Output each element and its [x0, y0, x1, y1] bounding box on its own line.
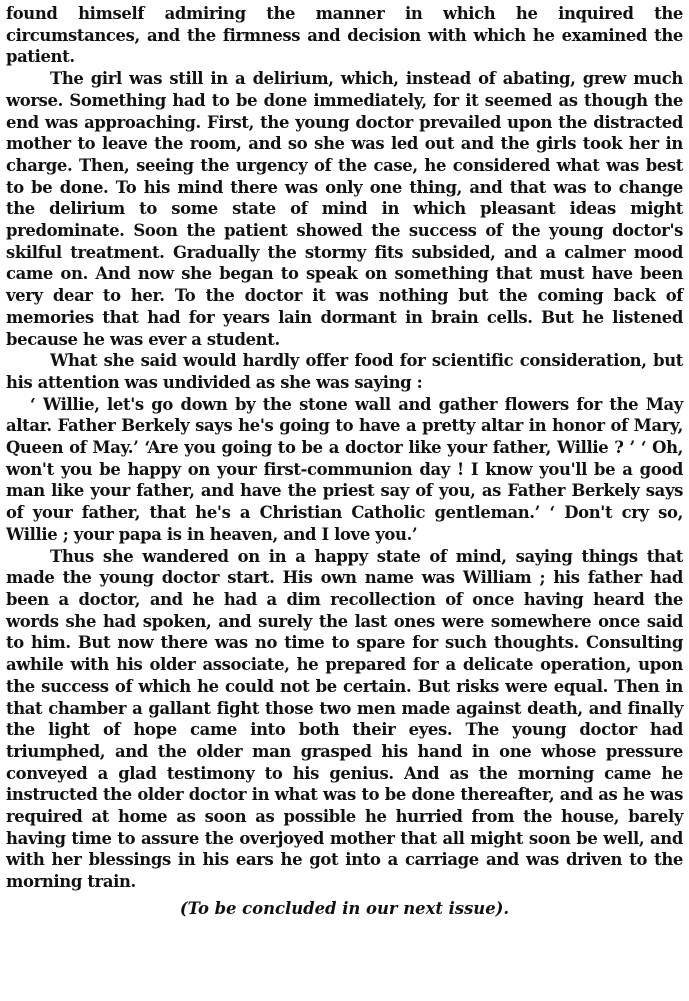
- paragraph-delirium: The girl was still in a delirium, which, instead of abating, grew much worse. Something had to be done immediately, for it seemed as though the end was approaching. First, the young doctor prevailed upon the distracted mother to leave the room, and so she was led out and the girls took her in charge. Then, seeing the urgency of the case, he considered what was best to be done. To his mind there was only one thing, and that was to change the delirium to some state of mind in which pleasant ideas might predominate. Soon the patient showed the success of the young doctor's skilful treatment. Gradually the stormy fits subsided, and a calmer mood came on. And now she began to speak on something that must have been very dear to her. To the doctor it was nothing but the coming back of memories that had for years lain dormant in brain cells. But he listened because he was ever a student.: [6, 69, 683, 349]
- paragraph-wandered: Thus she wandered on in a happy state of mind, saying things that made the young doctor start. His own name was William ; his father had been a doctor, and he had a dim recollection of once having heard the words she had spoken, and surely the last ones were somewhere once said to him. But now there was no time to spare for such thoughts. Consulting awhile with his older associate, he prepared for a delicate operation, upon the success of which he could not be certain. But risks were equal. Then in that chamber a gallant fight those two men made against death, and finally the light of hope came into both their eyes. The young doctor had triumphed, and the older man grasped his hand in one whose pressure conveyed a glad testimony to his genius. And as the morning came he instructed the older doctor in what was to be done thereafter, and as he was required at home as soon as possible he hurried from the house, barely having time to assure the overjoyed mother that all might soon be well, and with her blessings in his ears he got into a carriage and was driven to the morning train.: [6, 546, 683, 892]
- paragraph-continuation: found himself admiring the manner in which he inquired the circumstances, and the firmness and decision with which he examined the patient.: [6, 4, 683, 67]
- paragraph-quotation: ‘ Willie, let's go down by the stone wall and gather flowers for the May altar. Father Berkely says he's going to have a pretty altar in honor of Mary, Queen of May.’ ‘Are you going to be a doctor like your father, Willie ? ’ ‘ Oh, won't you be happy on your first-communion day ! I know you'll be a good man like your father, and have the priest say of you, as Father Berkely says of your father, that he's a Christian Catholic gentleman.’ ‘ Don't cry so, Willie ; your papa is in heaven, and I love you.’: [6, 394, 683, 544]
- continuation-note: (To be concluded in our next issue).: [179, 898, 510, 918]
- paragraph-what-she-said: What she said would hardly offer food for scientific consideration, but his attention was undivided as she was saying :: [6, 351, 683, 392]
